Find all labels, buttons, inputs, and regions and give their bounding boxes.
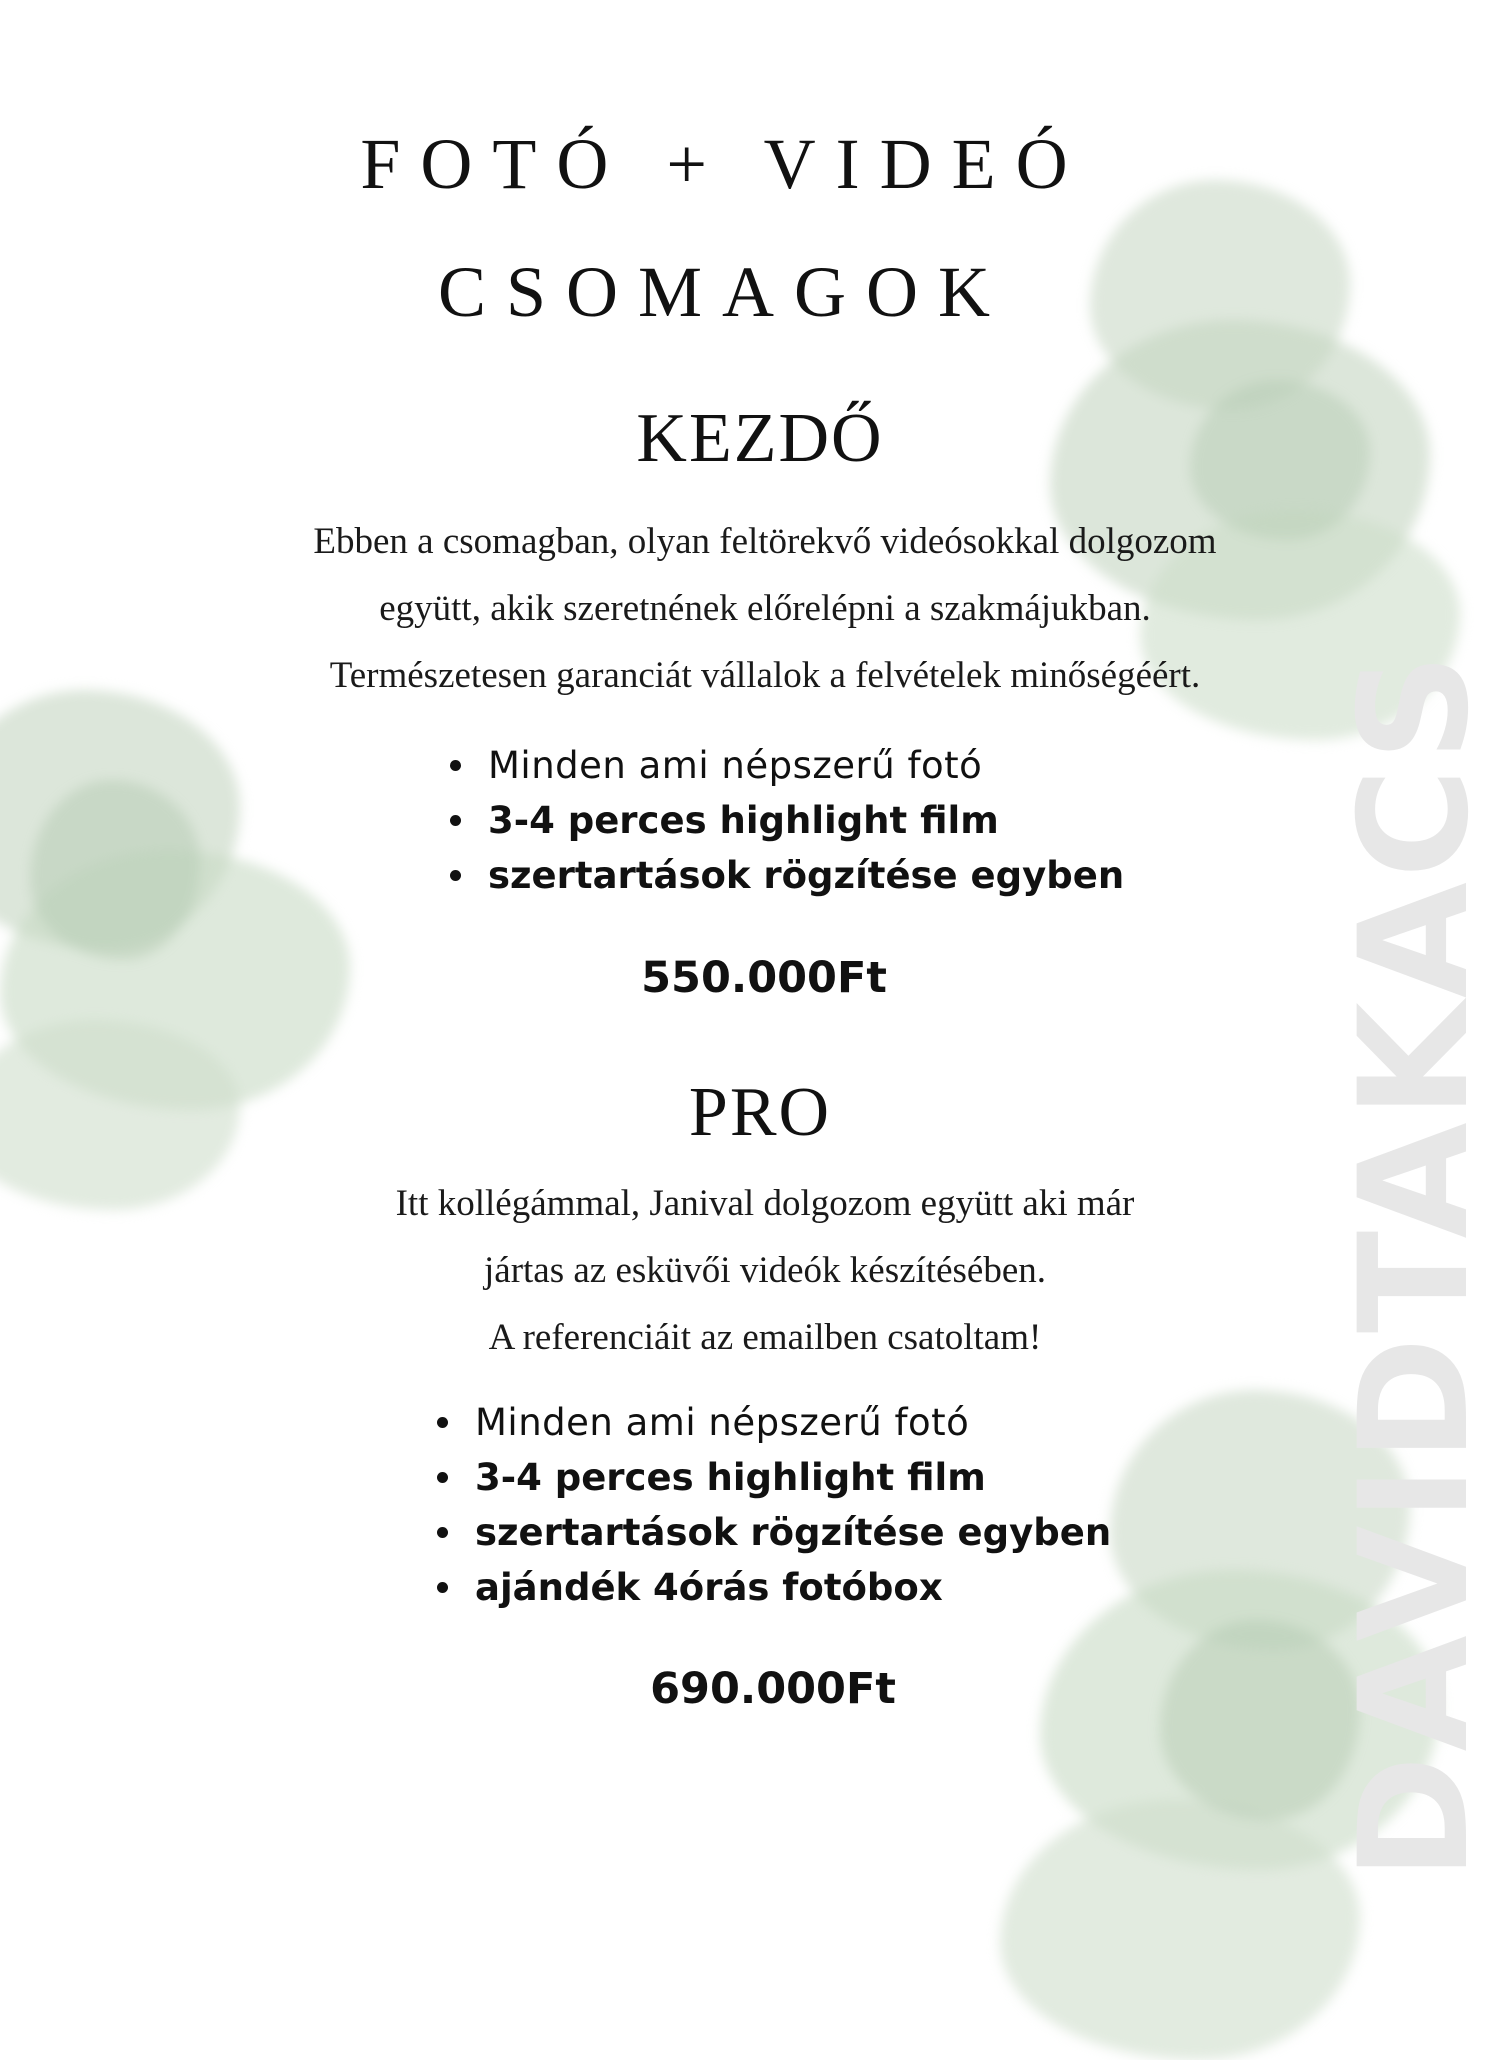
feature-item	[450, 793, 1124, 848]
feature-text: 3-4 perces highlight film	[475, 1456, 986, 1499]
bullet-icon	[437, 1527, 448, 1538]
feature-item	[450, 738, 1124, 793]
package-price-pro: 690.000Ft	[650, 1664, 896, 1714]
description-line: jártas az esküvői videók készítésében.	[484, 1250, 1046, 1291]
bullet-icon	[450, 760, 461, 771]
feature-text: Minden ami népszerű fotó	[475, 1401, 970, 1444]
feature-text: ajándék 4órás fotóbox	[475, 1566, 943, 1609]
page-title-line-2: CSOMAGOK	[437, 252, 1011, 332]
description-line: Ebben a csomagban, olyan feltörekvő videósokkal dolgozom	[313, 521, 1217, 562]
bullet-icon	[450, 870, 461, 881]
package-price-kezdo: 550.000Ft	[641, 953, 887, 1003]
feature-list-pro	[437, 1395, 1111, 1615]
bullet-icon	[437, 1582, 448, 1593]
description-line: Természetesen garanciát vállalok a felvételek minőségéért.	[329, 655, 1201, 696]
page-title	[0, 100, 1448, 356]
feature-text: 3-4 perces highlight film	[488, 799, 999, 842]
feature-item	[437, 1505, 1111, 1560]
feature-text: szertartások rögzítése egyben	[475, 1511, 1112, 1554]
description-line: Itt kollégámmal, Janival dolgozom együtt aki már	[395, 1183, 1135, 1224]
feature-item	[437, 1560, 1111, 1615]
package-description-pro	[240, 1170, 1290, 1371]
feature-item	[437, 1395, 1111, 1450]
feature-text: Minden ami népszerű fotó	[488, 744, 983, 787]
bullet-icon	[437, 1417, 448, 1428]
feature-text: szertartások rögzítése egyben	[488, 854, 1125, 897]
bullet-icon	[437, 1472, 448, 1483]
bullet-icon	[450, 815, 461, 826]
feature-item	[437, 1450, 1111, 1505]
package-title-kezdo: KEZDŐ	[636, 400, 884, 477]
brand-watermark: DAVIDTAKACS	[1328, 649, 1502, 1880]
package-description-kezdo	[150, 508, 1380, 709]
watercolor-wash-left	[0, 690, 370, 1210]
feature-list-kezdo	[450, 738, 1124, 903]
page-title-line-1: FOTÓ + VIDEÓ	[360, 124, 1088, 204]
package-title-pro: PRO	[688, 1074, 832, 1151]
description-line: együtt, akik szeretnének előrelépni a szakmájukban.	[379, 588, 1151, 629]
description-line: A referenciáit az emailben csatoltam!	[488, 1317, 1042, 1358]
feature-item	[450, 848, 1124, 903]
